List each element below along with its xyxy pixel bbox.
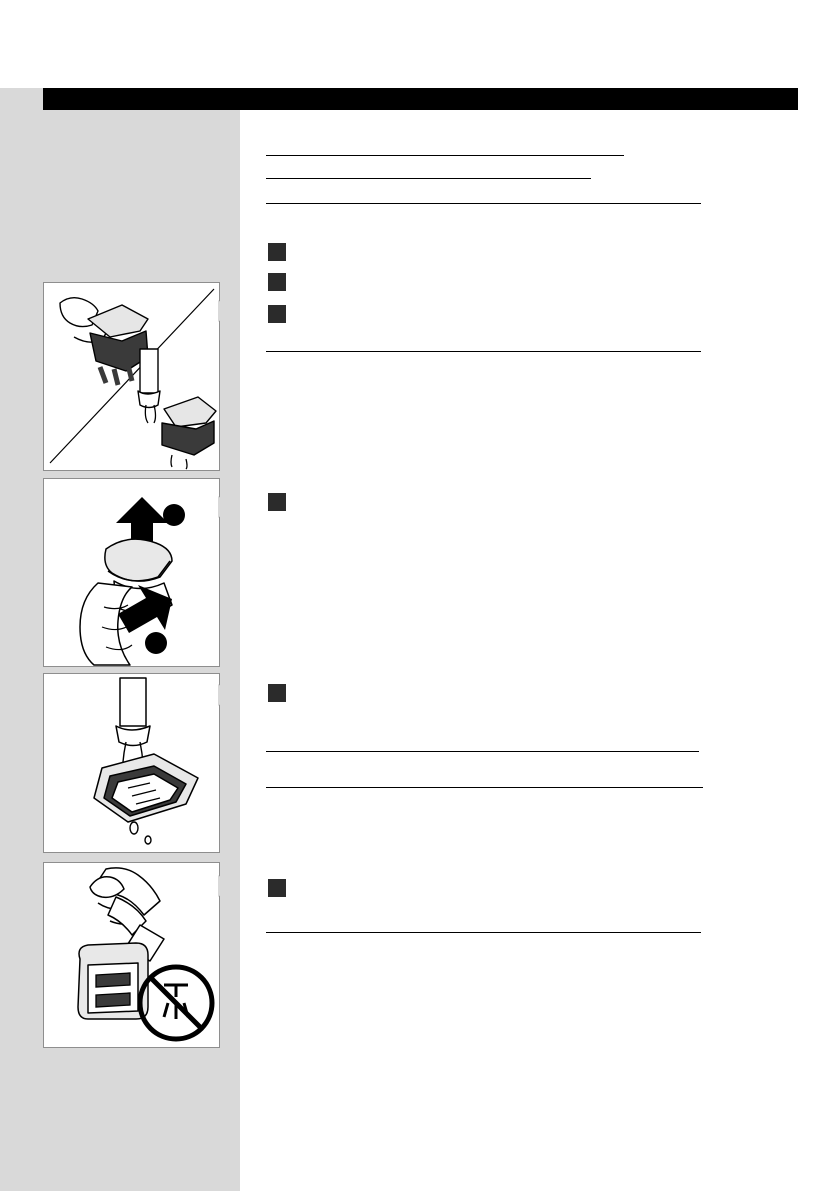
bullet-2 (268, 273, 286, 291)
illustration-rinse-under-tap (44, 674, 219, 852)
bullet-6 (268, 879, 286, 897)
bullet-5 (268, 684, 286, 702)
section-rule-2 (266, 351, 701, 352)
figure-pointer-4 (218, 875, 232, 897)
figure-attach-detach-comb (43, 282, 220, 471)
figure-pointer-2 (218, 496, 232, 518)
bullet-4 (268, 493, 286, 511)
bullet-1 (268, 243, 286, 261)
section-rule-3 (266, 751, 699, 752)
illustration-attach-detach-comb (44, 283, 219, 470)
illustration-clean-with-brush (44, 863, 219, 1047)
heading-rule-2 (266, 178, 591, 179)
figure-pointer-3 (218, 684, 232, 706)
bullet-3 (268, 305, 286, 323)
figure-pointer-1 (218, 300, 232, 322)
heading-rule-1 (266, 155, 624, 156)
section-rule-4 (266, 787, 703, 788)
figure-clean-with-brush-no-water (43, 862, 220, 1048)
section-rule-5 (266, 932, 701, 933)
figure-remove-trimmer-head (43, 478, 220, 667)
header-black-bar (43, 88, 798, 110)
figure-rinse-under-tap (43, 673, 220, 853)
section-rule-1 (266, 203, 701, 204)
illustration-remove-trimmer-head (44, 479, 219, 666)
